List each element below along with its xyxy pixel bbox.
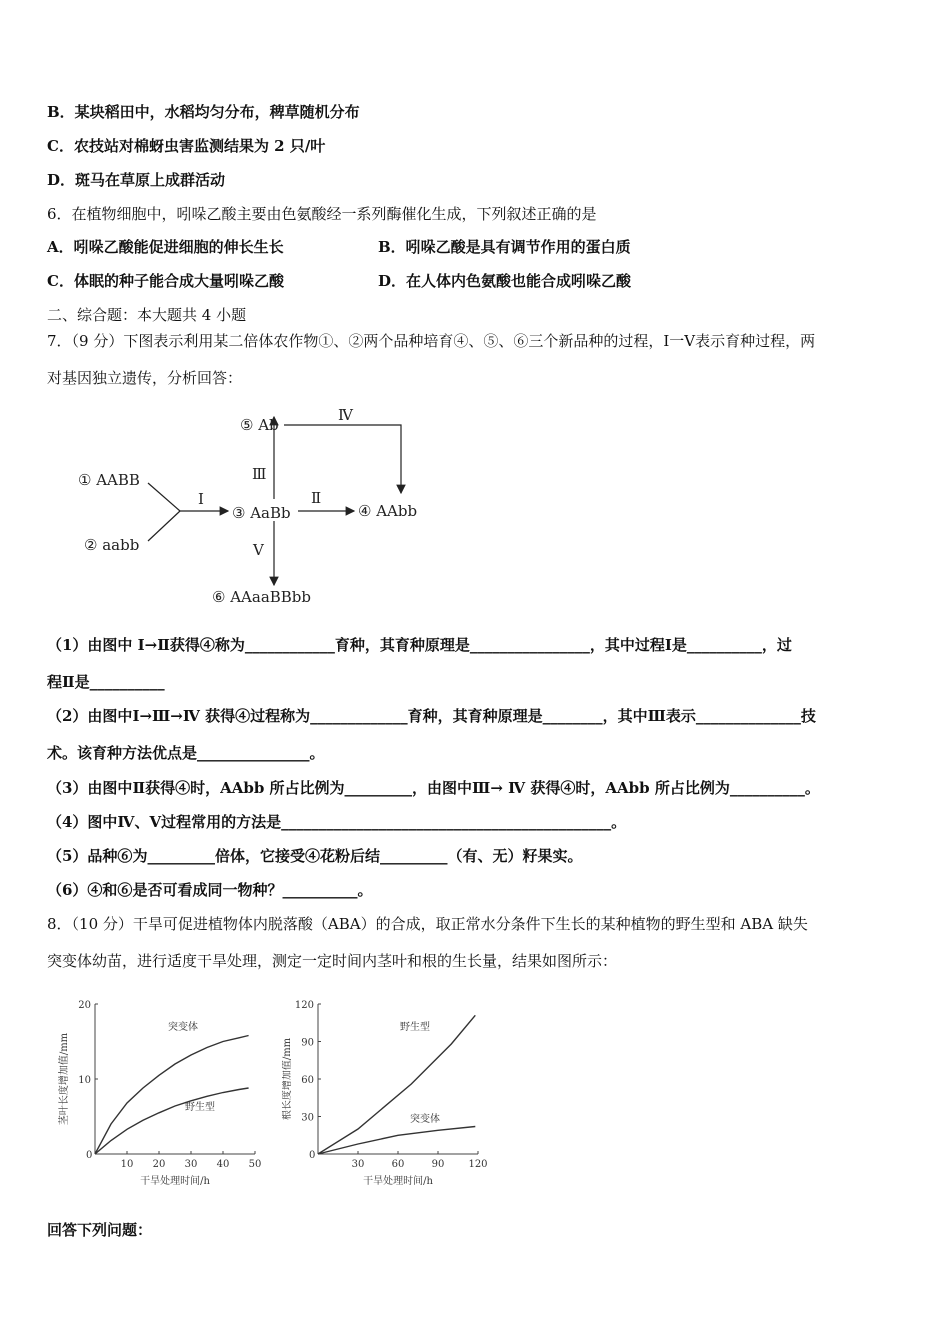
merge-line-bottom xyxy=(148,511,180,541)
q5-option-b: B．某块稻田中，水稻均匀分布，稗草随机分布 xyxy=(47,103,360,121)
node-1: ① AABB xyxy=(78,471,140,489)
x-tick-label: 40 xyxy=(216,1159,230,1170)
series-line-2 xyxy=(318,1127,475,1155)
x-tick-label: 10 xyxy=(120,1159,134,1170)
q6-option-d: D．在人体内色氨酸也能合成吲哚乙酸 xyxy=(378,272,632,290)
merge-line-top xyxy=(148,483,180,511)
q7-sub3: （3）由图中Ⅱ获得④时，AAbb 所占比例为_________，由图中Ⅲ→ Ⅳ 获得④时，AAbb 所占比例为__________。 xyxy=(47,779,820,797)
y-axis-title: 茎叶长度增加值/mm xyxy=(59,1032,70,1126)
q6-option-a: A．吲哚乙酸能促进细胞的伸长生长 xyxy=(47,238,284,256)
node-5: ⑤ Ab xyxy=(240,416,279,434)
q7-sub1-line2: 程Ⅱ是__________ xyxy=(47,673,165,691)
arrow-process-4 xyxy=(284,425,401,493)
label-process-3: Ⅲ xyxy=(252,465,267,483)
chart-stem-leaf-growth xyxy=(50,992,270,1192)
x-tick-label: 30 xyxy=(184,1159,198,1170)
section-heading: 二、综合题：本大题共 4 小题 xyxy=(47,306,247,324)
node-4: ④ AAbb xyxy=(358,502,418,520)
x-tick-label: 120 xyxy=(468,1159,488,1170)
series-label-1: 突变体 xyxy=(168,1022,198,1033)
breeding-diagram xyxy=(70,395,450,615)
q7-sub6: （6）④和⑥是否可看成同一物种？__________。 xyxy=(47,881,373,899)
x-tick-label: 20 xyxy=(152,1159,166,1170)
q7-sub4: （4）图中Ⅳ、Ⅴ过程常用的方法是____________________________________________。 xyxy=(47,813,627,831)
origin-label: 0 xyxy=(86,1150,93,1161)
q7-sub1-line1: （1）由图中 Ⅰ→Ⅱ获得④称为____________育种，其育种原理是________________，其中过程Ⅰ是__________，过 xyxy=(47,636,792,654)
q7-stem-line2: 对基因独立遗传，分析回答： xyxy=(47,369,243,387)
q8-stem-line1: 8．（10 分）干旱可促进植物体内脱落酸（ABA）的合成，取正常水分条件下生长的某种植物的野生型和 ABA 缺失 xyxy=(47,915,808,933)
q5-option-d: D．斑马在草原上成群活动 xyxy=(47,171,226,189)
series-line-1 xyxy=(318,1015,475,1154)
chart-root-growth xyxy=(282,992,502,1192)
series-label-2: 野生型 xyxy=(185,1102,215,1113)
series-label-2: 突变体 xyxy=(410,1114,440,1125)
y-axis-title: 根长度增加值/mm xyxy=(282,1037,293,1121)
label-process-5: Ⅴ xyxy=(253,541,264,559)
y-tick-label: 20 xyxy=(78,1000,91,1011)
label-process-4: Ⅳ xyxy=(338,406,353,424)
q7-sub5: （5）品种⑥为_________倍体，它接受④花粉后结_________（有、无）籽果实。 xyxy=(47,847,583,865)
y-tick-label: 10 xyxy=(78,1075,91,1086)
node-6: ⑥ AAaaBBbb xyxy=(212,588,312,606)
origin-label: 0 xyxy=(309,1150,316,1161)
q8-answer-prompt: 回答下列问题： xyxy=(47,1221,153,1239)
q6-option-c: C．体眠的种子能合成大量吲哚乙酸 xyxy=(47,272,284,290)
label-process-2: Ⅱ xyxy=(311,489,322,507)
series-line-2 xyxy=(95,1088,249,1154)
q6-stem: 6．在植物细胞中，吲哚乙酸主要由色氨酸经一系列酶催化生成，下列叙述正确的是 xyxy=(47,205,597,223)
x-tick-label: 60 xyxy=(391,1159,405,1170)
x-axis-title: 干旱处理时间/h xyxy=(363,1176,433,1187)
node-2: ② aabb xyxy=(84,536,140,554)
q8-stem-line2: 突变体幼苗，进行适度干旱处理，测定一定时间内茎叶和根的生长量，结果如图所示： xyxy=(47,952,618,970)
q7-sub2-line1: （2）由图中Ⅰ→Ⅲ→Ⅳ 获得④过程称为_____________育种，其育种原理是________，其中Ⅲ表示______________技 xyxy=(47,707,816,725)
y-tick-label: 90 xyxy=(301,1037,314,1049)
x-tick-label: 30 xyxy=(351,1159,365,1170)
node-3: ③ AaBb xyxy=(232,504,291,522)
y-tick-label: 120 xyxy=(294,1000,314,1011)
q5-option-c: C．农技站对棉蚜虫害监测结果为 2 只/叶 xyxy=(47,137,326,155)
x-tick-label: 50 xyxy=(248,1159,262,1170)
x-tick-label: 90 xyxy=(431,1159,445,1170)
series-label-1: 野生型 xyxy=(400,1022,430,1033)
x-axis-title: 干旱处理时间/h xyxy=(140,1176,210,1187)
label-process-1: Ⅰ xyxy=(198,490,204,508)
q7-stem-line1: 7．（9 分）下图表示利用某二倍体农作物①、②两个品种培育④、⑤、⑥三个新品种的过程，Ⅰ一Ⅴ表示育种过程，两 xyxy=(47,332,816,350)
y-tick-label: 60 xyxy=(301,1075,314,1086)
y-tick-label: 30 xyxy=(301,1112,314,1124)
q7-sub2-line2: 术。该育种方法优点是_______________。 xyxy=(47,744,325,762)
q6-option-b: B．吲哚乙酸是具有调节作用的蛋白质 xyxy=(378,238,631,256)
